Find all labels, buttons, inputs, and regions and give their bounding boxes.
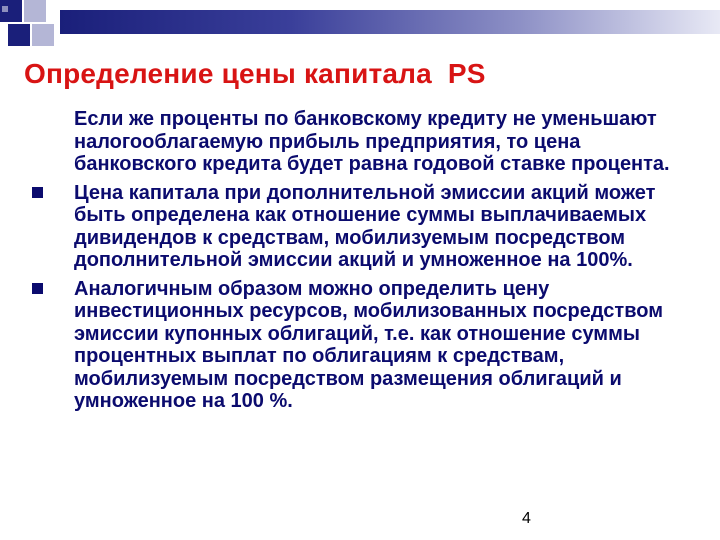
bullet-item	[30, 278, 690, 413]
square-bullet-icon	[32, 187, 43, 198]
decor-square-dark	[8, 24, 30, 46]
page-number: 4	[522, 510, 531, 527]
bullet-text: Аналогичным образом можно определить цену инвестиционных ресурсов, мобилизованных посредством эмиссии купонных облигаций, т.е. как отношение суммы процентных выплат по облигациям к средствам, мобилизуемым посредством размещения облигаций и умноженное на 100 %.	[74, 277, 663, 412]
paragraph-text: Если же проценты по банковскому кредиту не уменьшают налогооблагаемую прибыль предприятия, то цена банковского кредита будет равна годовой ставке процента.	[74, 108, 670, 175]
header-gradient-bar	[60, 10, 720, 34]
slide-body	[30, 108, 690, 419]
slide-title: Определение цены капитала PS	[24, 58, 486, 89]
decor-square-grey	[24, 0, 46, 22]
bullet-text: Цена капитала при дополнительной эмиссии акций может быть определена как отношение суммы выплачиваемых дивидендов к средствам, мобилизуемым посредством дополнительной эмиссии акций и умноженное на 100%.	[74, 181, 656, 271]
decor-square-grey	[2, 6, 8, 12]
bullet-item	[30, 182, 690, 272]
paragraph-intro	[30, 108, 690, 176]
decor-square-grey	[32, 24, 54, 46]
square-bullet-icon	[32, 283, 43, 294]
